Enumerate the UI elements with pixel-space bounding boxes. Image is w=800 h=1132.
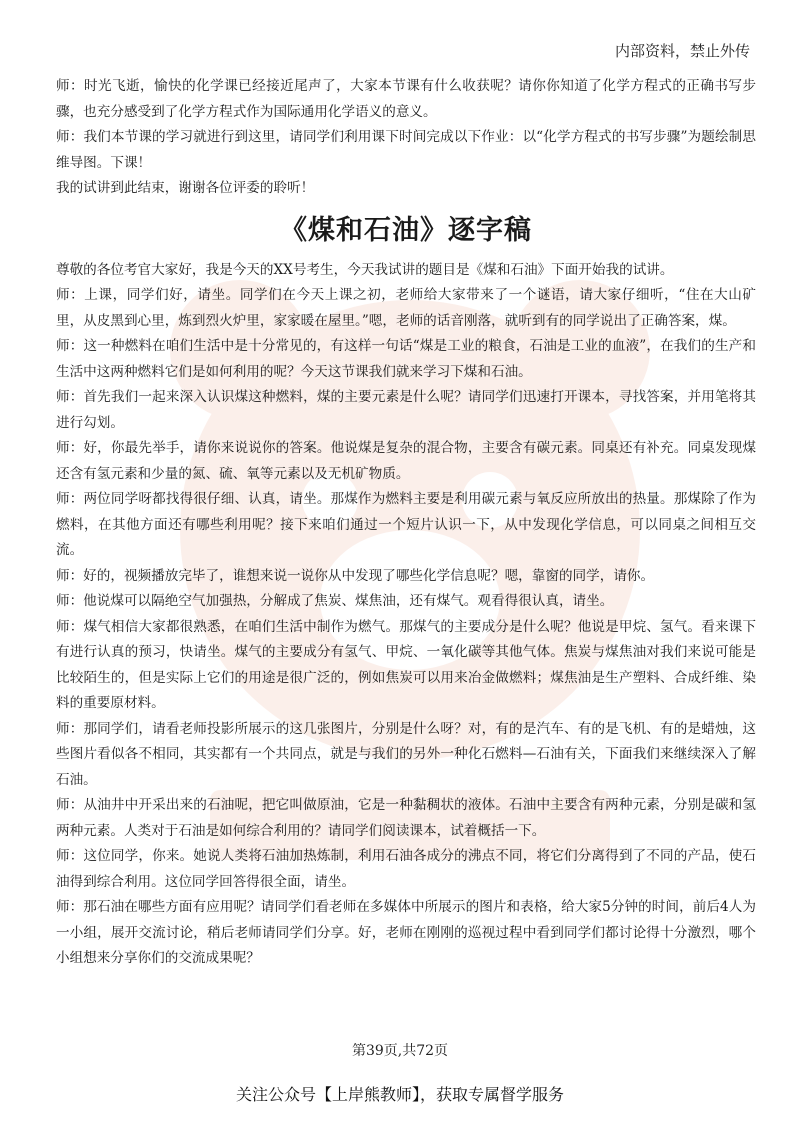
body-paragraph: 师：那同学们，请看老师投影所展示的这几张图片，分别是什么呀？对，有的是汽车、有的是飞机、有的是蜡烛，这些图片看似各不相同，其实都有一个共同点，就是与我们的另外一种化石燃料—石油有关，下面我们来继续深入了解石油。 bbox=[56, 720, 756, 788]
intro-paragraph: 师：时光飞逝，愉快的化学课已经接近尾声了，大家本节课有什么收获呢？请你你知道了化学方程式的正确书写步骤，也充分感受到了化学方程式作为国际通用化学语义的意义。 bbox=[56, 78, 756, 120]
intro-paragraph: 我的试讲到此结束，谢谢各位评委的聆听！ bbox=[56, 180, 315, 196]
body-paragraph: 师：这一种燃料在咱们生活中是十分常见的，有这样一句话“煤是工业的粮食，石油是工业的血液”，在我们的生产和生活中这两种燃料它们是如何利用的呢？今天这节课我们就来学习下煤和石油。 bbox=[56, 338, 756, 380]
document-body bbox=[56, 74, 756, 972]
body-paragraph: 尊敬的各位考官大家好，我是今天的XX号考生，今天我试讲的题目是《煤和石油》下面开始我的试讲。 bbox=[56, 261, 674, 278]
body-paragraph: 师：首先我们一起来深入认识煤这种燃料，煤的主要元素是什么呢？请同学们迅速打开课本，寻找答案，并用笔将其进行勾划。 bbox=[56, 389, 756, 431]
body-paragraph: 师：他说煤可以隔绝空气加强热，分解成了焦炭、煤焦油，还有煤气。观看得很认真，请坐。 bbox=[56, 593, 614, 609]
internal-notice: 内部资料，禁止外传 bbox=[614, 42, 750, 60]
body-paragraph: 师：煤气相信大家都很熟悉，在咱们生活中制作为燃气。那煤气的主要成分是什么呢？他说是甲烷、氢气。看来课下有进行认真的预习，快请坐。煤气的主要成分有氢气、甲烷、一氧化碳等其他气体。焦炭与煤焦油对我们来说可能是比较陌生的，但是实际上它们的用途是很广泛的，例如焦炭可以用来冶金做燃料；煤焦油是生产塑料、合成纤维、染料的重要原材料。 bbox=[56, 618, 756, 711]
body-paragraph: 师：好，你最先举手，请你来说说你的答案。他说煤是复杂的混合物，主要含有碳元素。同桌还有补充。同桌发现煤还含有氢元素和少量的氮、硫、氧等元素以及无机矿物质。 bbox=[56, 440, 756, 482]
page-number: 第39页,共72页 bbox=[351, 1043, 449, 1059]
body-paragraph: 师：从油井中开采出来的石油呢，把它叫做原油，它是一种黏稠状的液体。石油中主要含有两种元素，分别是碳和氢两种元素。人类对于石油是如何综合利用的？请同学们阅读课本，试着概括一下。 bbox=[56, 797, 756, 839]
body-paragraph: 师：两位同学呀都找得很仔细、认真，请坐。那煤作为燃料主要是利用碳元素与氧反应所放出的热量。那煤除了作为燃料，在其他方面还有哪些利用呢？接下来咱们通过一个短片认识一下，从中发现化学信息，可以同桌之间相互交流。 bbox=[56, 491, 756, 558]
body-paragraph: 师：上课，同学们好，请坐。同学们在今天上课之初，老师给大家带来了一个谜语，请大家仔细听，“住在大山矿里，从皮黑到心里，炼到烈火炉里，家家暖在屋里。”嗯，老师的话音刚落，就听到有的同学说出了正确答案，煤。 bbox=[56, 287, 756, 329]
intro-paragraph: 师：我们本节课的学习就进行到这里，请同学们利用课下时间完成以下作业：以“化学方程式的书写步骤”为题绘制思维导图。下课！ bbox=[56, 129, 756, 171]
document-title: 《煤和石油》逐字稿 bbox=[280, 214, 532, 246]
body-paragraph: 师：好的，视频播放完毕了，谁想来说一说你从中发现了哪些化学信息呢？嗯，靠窗的同学，请你。 bbox=[56, 567, 655, 584]
body-paragraph: 师：这位同学，你来。她说人类将石油加热炼制，利用石油各成分的沸点不同，将它们分离得到了不同的产品，使石油得到综合利用。这位同学回答得很全面，请坐。 bbox=[56, 848, 756, 890]
footer-promo: 关注公众号【上岸熊教师】，获取专属督学服务 bbox=[235, 1085, 564, 1104]
body-paragraph: 师：那石油在哪些方面有应用呢？请同学们看老师在多媒体中所展示的图片和表格，给大家5分钟的时间，前后4人为一小组，展开交流讨论，稍后老师请同学们分享。好，老师在刚刚的巡视过程中看到同学们都讨论得十分激烈，哪个小组想来分享你们的交流成果呢？ bbox=[56, 899, 756, 966]
